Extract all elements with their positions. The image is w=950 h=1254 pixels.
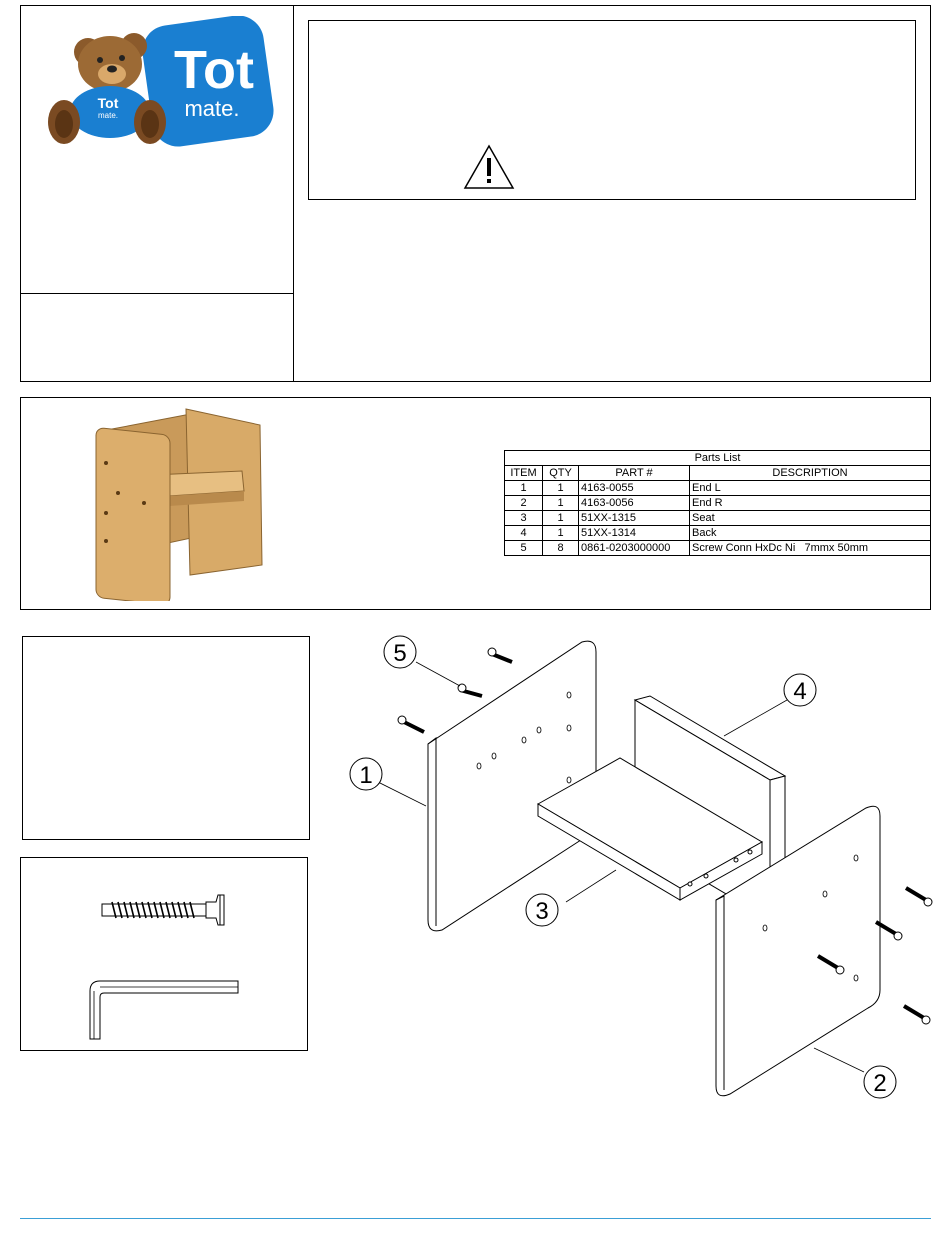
- table-row: [505, 511, 931, 526]
- instructions-box: [22, 636, 310, 840]
- parts-list-header-row: [505, 466, 931, 481]
- hex-key-icon: [86, 979, 242, 1046]
- cell-qty: 1: [543, 481, 579, 496]
- cell-description: End R: [690, 496, 931, 511]
- callout-2: [864, 1066, 896, 1098]
- callout-5: [384, 636, 416, 668]
- parts-list-title: Parts List: [505, 451, 931, 466]
- cell-part-number: 4163-0056: [579, 496, 690, 511]
- header-left-bottom-cell: [20, 293, 294, 382]
- cell-part-number: 4163-0055: [579, 481, 690, 496]
- logo-brand-tot: Tot: [174, 40, 254, 100]
- cell-description: End L: [690, 481, 931, 496]
- cell-item: 2: [505, 496, 543, 511]
- cell-description: Seat: [690, 511, 931, 526]
- tot-mate-logo: [44, 16, 276, 148]
- header-description: DESCRIPTION: [690, 466, 931, 481]
- cell-part-number: 51XX-1314: [579, 526, 690, 541]
- chair-photo: [92, 405, 272, 606]
- parts-list-table: [504, 450, 931, 556]
- cell-item: 5: [505, 541, 543, 556]
- table-row: [505, 541, 931, 556]
- svg-text:Tot: Tot: [97, 95, 119, 111]
- parts-list-title-row: [505, 451, 931, 466]
- cell-qty: 1: [543, 511, 579, 526]
- warning-box: [308, 20, 916, 200]
- table-row: [505, 481, 931, 496]
- header-part-number: PART #: [579, 466, 690, 481]
- cell-item: 4: [505, 526, 543, 541]
- footer-divider: [20, 1218, 931, 1219]
- callout-3: [526, 894, 558, 926]
- table-row: [505, 496, 931, 511]
- logo-brand-mate: mate.: [184, 96, 240, 121]
- svg-text:mate.: mate.: [97, 111, 119, 120]
- svg-text:1: 1: [359, 762, 373, 789]
- cell-part-number: 0861-0203000000: [579, 541, 690, 556]
- svg-text:4: 4: [793, 678, 807, 705]
- callout-1: [350, 758, 382, 790]
- callout-4: [784, 674, 816, 706]
- svg-text:3: 3: [535, 898, 549, 925]
- svg-text:5: 5: [393, 640, 407, 667]
- header-item: ITEM: [505, 466, 543, 481]
- warning-triangle-icon: [463, 144, 515, 195]
- cell-description: Back: [690, 526, 931, 541]
- connector-screw-icon: [100, 893, 228, 932]
- assembly-diagram: [320, 620, 940, 1115]
- table-row: [505, 526, 931, 541]
- cell-qty: 1: [543, 496, 579, 511]
- cell-qty: 8: [543, 541, 579, 556]
- svg-text:2: 2: [873, 1070, 887, 1097]
- cell-qty: 1: [543, 526, 579, 541]
- cell-item: 3: [505, 511, 543, 526]
- cell-description: Screw Conn HxDc Ni 7mmx 50mm: [690, 541, 931, 556]
- cell-item: 1: [505, 481, 543, 496]
- cell-part-number: 51XX-1315: [579, 511, 690, 526]
- header-qty: QTY: [543, 466, 579, 481]
